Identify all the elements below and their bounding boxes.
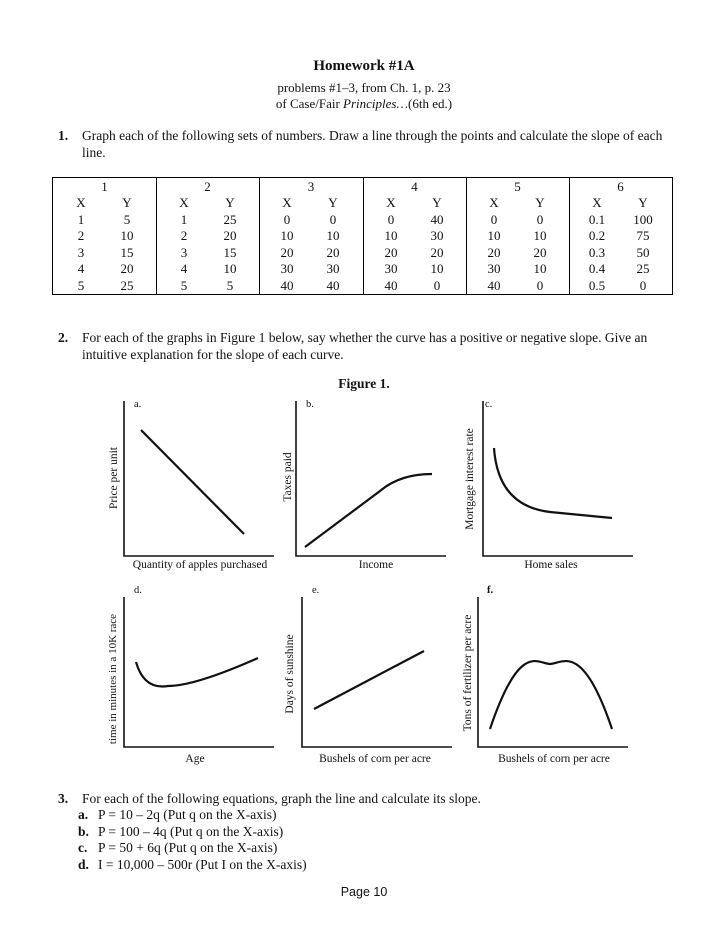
- equation-item-b: [78, 824, 307, 841]
- item-text: P = 10 – 2q (Put q on the X-axis): [98, 807, 277, 822]
- graph-a-letter: a.: [134, 399, 142, 410]
- table-cell: 10: [384, 228, 398, 244]
- question-number: 1.: [58, 128, 69, 143]
- subtitle-problems: problems #1–3, from Ch. 1, p. 23: [277, 80, 451, 95]
- graph-f-curve: [490, 661, 612, 729]
- graph-a-curve: [141, 430, 244, 534]
- question-number: 2.: [58, 330, 69, 345]
- table-cell: 0.2: [588, 228, 606, 244]
- question-text: For each of the following equations, graph the line and calculate its slope.: [82, 791, 481, 806]
- table-cell: 0.5: [588, 277, 606, 293]
- table-cell: 10: [487, 228, 501, 244]
- set-number: 6: [617, 179, 624, 194]
- graph-d-xlabel: Age: [185, 753, 205, 765]
- equation-item-a: [78, 807, 307, 824]
- table-cell: 5: [180, 277, 188, 293]
- graph-d-ylabel: time in minutes in a 10K race: [107, 613, 119, 745]
- page-number: Page 10: [340, 885, 388, 899]
- graph-e-xlabel: Bushels of corn per acre: [319, 753, 431, 765]
- table-cell: 5: [226, 277, 234, 293]
- item-letter: b.: [78, 823, 89, 839]
- table-cell: 50: [636, 244, 650, 260]
- table-cell: 0: [490, 211, 498, 227]
- graph-e-axes: [302, 597, 452, 747]
- graph-c: [483, 401, 633, 556]
- table-cell: 5: [123, 211, 131, 227]
- table-cell: 15: [120, 244, 134, 260]
- question-number: 3.: [58, 791, 69, 806]
- table-cell: 0: [433, 277, 441, 293]
- column-header: X: [386, 195, 396, 210]
- table-cell: 10: [120, 228, 134, 244]
- table-cell: 0: [639, 277, 647, 293]
- table-cell: 10: [430, 261, 444, 277]
- table-cell: 20: [120, 261, 134, 277]
- graph-f: [478, 597, 628, 747]
- graph-b: [296, 401, 446, 556]
- set-number: 3: [307, 179, 315, 194]
- figure-title: Figure 1.: [338, 376, 390, 391]
- table-cell: 20: [223, 228, 237, 244]
- graph-c-axes: [483, 401, 633, 556]
- column-header: X: [489, 195, 499, 210]
- table-cell: 10: [280, 228, 294, 244]
- item-text: P = 100 – 4q (Put q on the X-axis): [98, 823, 284, 839]
- table-cell: 40: [487, 277, 501, 293]
- table-cell: 0: [329, 211, 337, 227]
- graph-b-ylabel: Taxes paid: [282, 452, 294, 502]
- table-cell: 4: [180, 261, 188, 277]
- table-cell: 10: [533, 261, 547, 277]
- graph-a-xlabel: Quantity of apples purchased: [132, 559, 268, 571]
- table-cell: 30: [430, 228, 444, 244]
- table-cell: 30: [326, 261, 340, 277]
- table-cell: 15: [223, 244, 237, 260]
- table-cell: 40: [326, 277, 340, 293]
- item-text: I = 10,000 – 500r (Put I on the X-axis): [98, 856, 307, 872]
- item-letter: a.: [78, 807, 89, 822]
- set-number: 1: [101, 179, 108, 194]
- table-cell: 40: [384, 277, 398, 293]
- table-cell: 3: [180, 244, 188, 260]
- graph-a-axes: [124, 401, 274, 556]
- table-cell: 20: [384, 244, 398, 260]
- table-cell: 0.3: [588, 244, 606, 260]
- graph-c-xlabel: Home sales: [524, 559, 578, 571]
- column-header: Y: [638, 195, 648, 210]
- column-header: Y: [225, 195, 235, 210]
- table-cell: 40: [430, 211, 444, 227]
- table-cell: 10: [223, 261, 237, 277]
- table-cell: 40: [280, 277, 294, 293]
- table-cell: 25: [636, 261, 650, 277]
- set-number: 5: [514, 179, 521, 194]
- graph-a-ylabel: Price per unit: [108, 447, 120, 509]
- table-cell: 2: [77, 228, 85, 244]
- graph-f-xlabel: Bushels of corn per acre: [498, 753, 610, 765]
- table-cell: 75: [636, 228, 650, 244]
- graph-f-letter: f.: [487, 585, 494, 596]
- column-header: Y: [432, 195, 442, 210]
- table-cell: 20: [430, 244, 444, 260]
- graph-c-curve: [494, 448, 612, 518]
- table-cell: 4: [77, 261, 85, 277]
- question-text: For each of the graphs in Figure 1 below, say whether the curve has a positive or negative slope. Give an intuitive explanation for the slope of each curve.: [82, 330, 648, 362]
- graph-d: [124, 597, 274, 747]
- graph-e-ylabel: Days of sunshine: [284, 634, 296, 714]
- item-text: P = 50 + 6q (Put q on the X-axis): [98, 840, 278, 855]
- page-title: Homework #1A: [313, 58, 415, 74]
- table-cell: 10: [326, 228, 340, 244]
- column-header: X: [76, 195, 86, 210]
- set-number: 2: [204, 179, 211, 194]
- graph-c-letter: c.: [485, 399, 493, 410]
- table-cell: 2: [180, 228, 188, 244]
- graph-b-curve: [305, 474, 432, 547]
- graph-e-letter: e.: [312, 585, 320, 596]
- item-letter: c.: [78, 840, 88, 855]
- table-cell: 25: [120, 277, 134, 293]
- column-header: X: [179, 195, 189, 210]
- graph-b-xlabel: Income: [358, 559, 394, 571]
- column-header: Y: [328, 195, 338, 210]
- item-letter: d.: [78, 856, 89, 872]
- column-header: X: [282, 195, 292, 210]
- table-cell: 1: [77, 211, 85, 227]
- table-cell: 30: [487, 261, 501, 277]
- question-text: Graph each of the following sets of numbers. Draw a line through the points and calculate the slope of each line.: [82, 128, 663, 160]
- equation-list: [78, 807, 307, 873]
- table-cell: 25: [223, 211, 237, 227]
- column-header: Y: [122, 195, 132, 210]
- graph-a: [124, 401, 274, 556]
- set-number: 4: [411, 179, 418, 194]
- table-cell: 100: [633, 211, 653, 227]
- table-cell: 5: [77, 277, 85, 293]
- table-cell: 30: [384, 261, 398, 277]
- graph-b-letter: b.: [306, 399, 314, 410]
- graph-e-curve: [314, 651, 424, 709]
- table-cell: 20: [533, 244, 547, 260]
- question-3: [58, 790, 678, 807]
- source-prefix: of Case/Fair: [275, 96, 344, 111]
- table-cell: 10: [533, 228, 547, 244]
- table-cell: 3: [77, 244, 85, 260]
- column-header: Y: [535, 195, 545, 210]
- graph-f-ylabel: Tons of fertilizer per acre: [462, 614, 474, 732]
- graph-d-curve: [136, 658, 258, 687]
- graph-d-axes: [124, 597, 274, 747]
- table-cell: 20: [487, 244, 501, 260]
- table-cell: 20: [280, 244, 294, 260]
- graph-b-axes: [296, 401, 446, 556]
- table-cell: 20: [326, 244, 340, 260]
- graph-c-ylabel: Mortgage interest rate: [464, 428, 476, 530]
- table-cell: 1: [180, 211, 188, 227]
- graph-e: [302, 597, 452, 747]
- table-cell: 0: [536, 277, 544, 293]
- table-cell: 0: [283, 211, 291, 227]
- graph-d-letter: d.: [134, 585, 142, 596]
- graph-f-axes: [478, 597, 628, 747]
- equation-item-c: [78, 840, 307, 857]
- table-cell: 30: [280, 261, 294, 277]
- column-header: X: [592, 195, 602, 210]
- table-cell: 0.4: [588, 261, 606, 277]
- equation-item-d: [78, 857, 307, 874]
- table-cell: 0: [536, 211, 544, 227]
- table-cell: 0: [387, 211, 395, 227]
- source-book-title: Principles…: [343, 96, 409, 111]
- table-cell: 0.1: [588, 211, 606, 227]
- source-edition: (6th ed.): [408, 96, 453, 111]
